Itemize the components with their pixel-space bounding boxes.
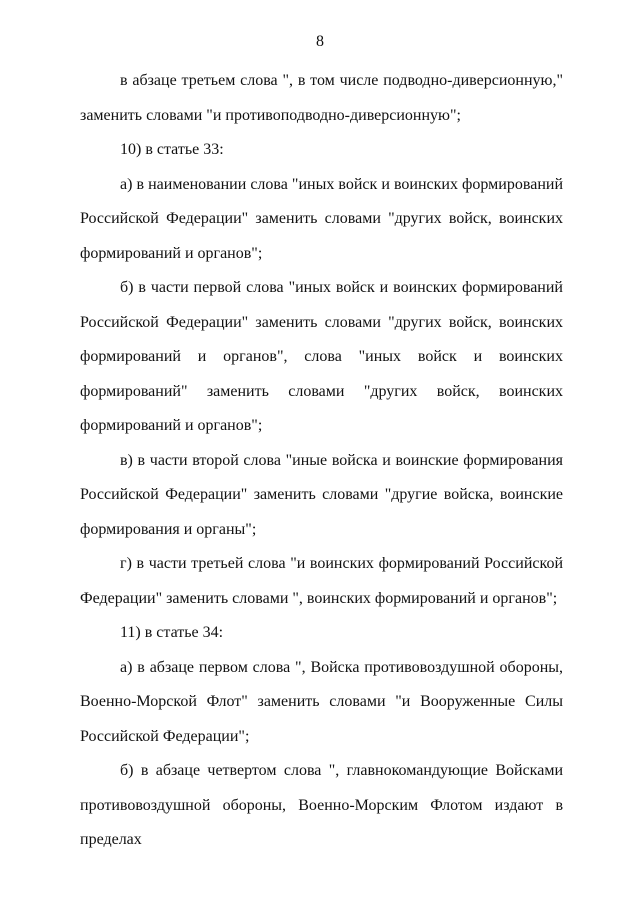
paragraph-statya-33: 10) в статье 33: (120, 141, 224, 158)
paragraph-statya-34: 11) в статье 34: (120, 624, 224, 641)
document-body (80, 64, 563, 858)
paragraph-abzac-tretiy: в абзаце третьем слова ", в том числе подводно-диверсионную," заменить словами "и противоподводно-диверсионную"; (80, 72, 563, 124)
paragraph-33-a: а) в наименовании слова "иных войск и воинских формирований Российской Федерации" заменить словами "других войск, воинских формирований и органов"; (80, 175, 563, 262)
paragraph-33-v: в) в части второй слова "иные войска и воинские формирования Российской Федерации" заменить словами "другие войска, воинские формирования и органы"; (80, 451, 563, 538)
paragraph-34-b: б) в абзаце четвертом слова ", главнокомандующие Войсками противовоздушной обороны, Военно-Морским Флотом издают в пределах (80, 762, 563, 848)
page-number: 8 (316, 33, 324, 50)
paragraph-33-g: г) в части третьей слова "и воинских формирований Российской Федерации" заменить словами ", воинских формирований и органов"; (80, 555, 563, 607)
paragraph-33-b: б) в части первой слова "иных войск и воинских формирований Российской Федерации" заменить словами "других войск, воинских формирований и органов", слова "иных войск и воинских формирований" заменить словами "других войск, воинских формирований и органов"; (80, 279, 563, 434)
paragraph-34-a: а) в абзаце первом слова ", Войска противовоздушной обороны, Военно-Морской Флот" заменить словами "и Вооруженные Силы Российской Федерации"; (80, 658, 563, 745)
